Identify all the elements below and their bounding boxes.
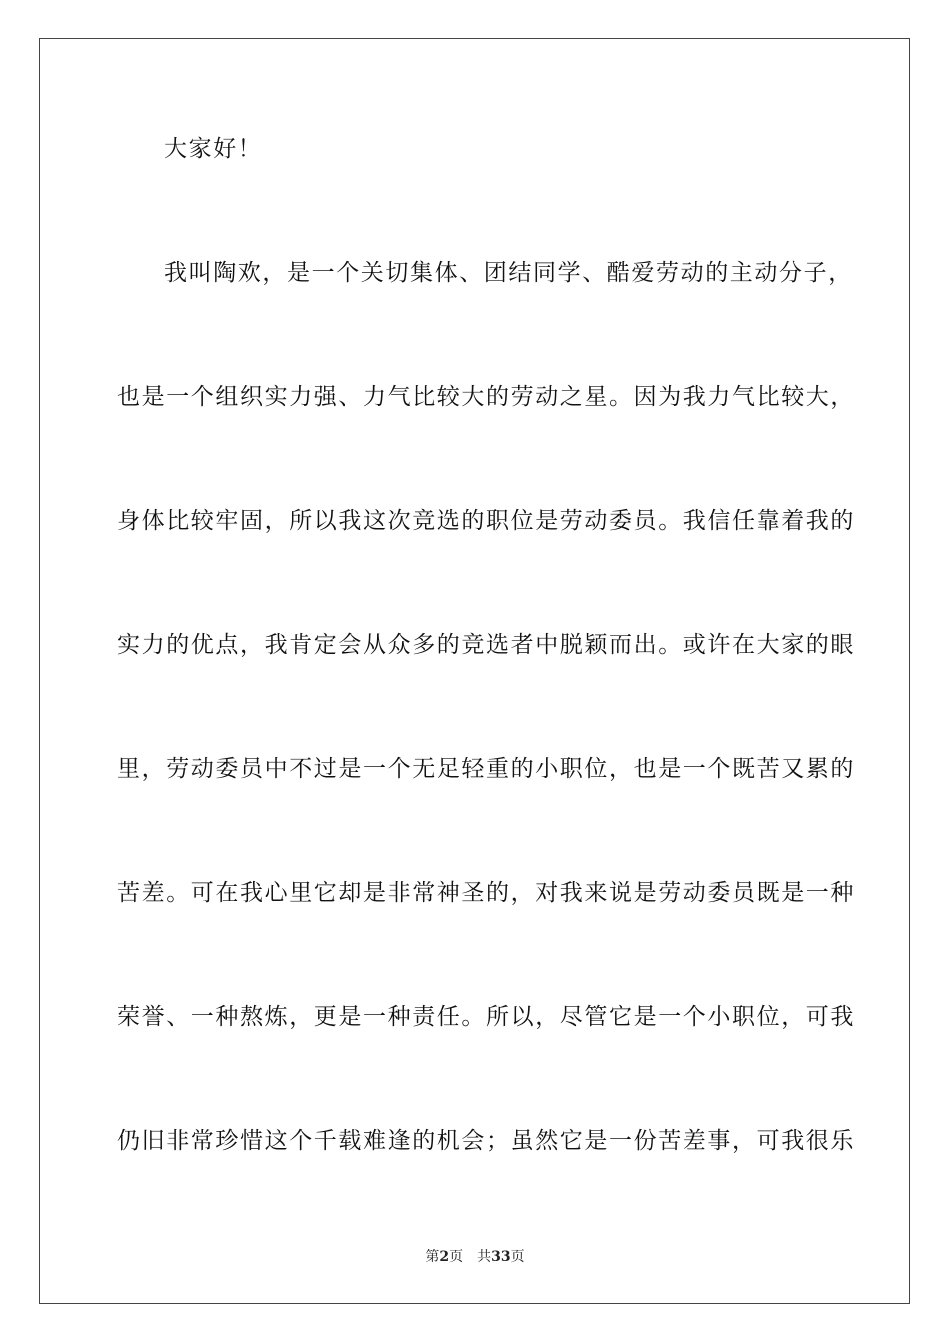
page-number: 2 [439,1249,450,1265]
total-prefix: 共 [477,1249,492,1265]
paragraph-line: 苦差。可在我心里它却是非常神圣的，对我来说是劳动委员既是一种 [117,880,855,906]
paragraph-line: 荣誉、一种熬炼，更是一种责任。所以，尽管它是一个小职位，可我 [117,1004,855,1030]
page-suffix: 页 [449,1249,464,1265]
paragraph-line: 我叫陶欢，是一个关切集体、团结同学、酷爱劳动的主动分子， [164,260,853,286]
paragraph-line: 也是一个组织实力强、力气比较大的劳动之星。因为我力气比较大， [117,384,855,410]
total-pages: 33 [491,1249,511,1265]
page-footer [0,1247,950,1267]
document-body [117,130,855,1246]
paragraph-line: 仍旧非常珍惜这个千载难逢的机会；虽然它是一份苦差事，可我很乐 [117,1128,855,1154]
paragraph-line: 实力的优点，我肯定会从众多的竞选者中脱颖而出。或许在大家的眼 [117,632,855,658]
total-suffix: 页 [510,1249,525,1265]
paragraph-line: 身体比较牢固，所以我这次竞选的职位是劳动委员。我信任靠着我的 [117,508,855,534]
greeting-line: 大家好！ [164,136,263,162]
paragraph-line: 里，劳动委员中不过是一个无足轻重的小职位，也是一个既苦又累的 [117,756,855,782]
page-prefix: 第 [425,1249,440,1265]
